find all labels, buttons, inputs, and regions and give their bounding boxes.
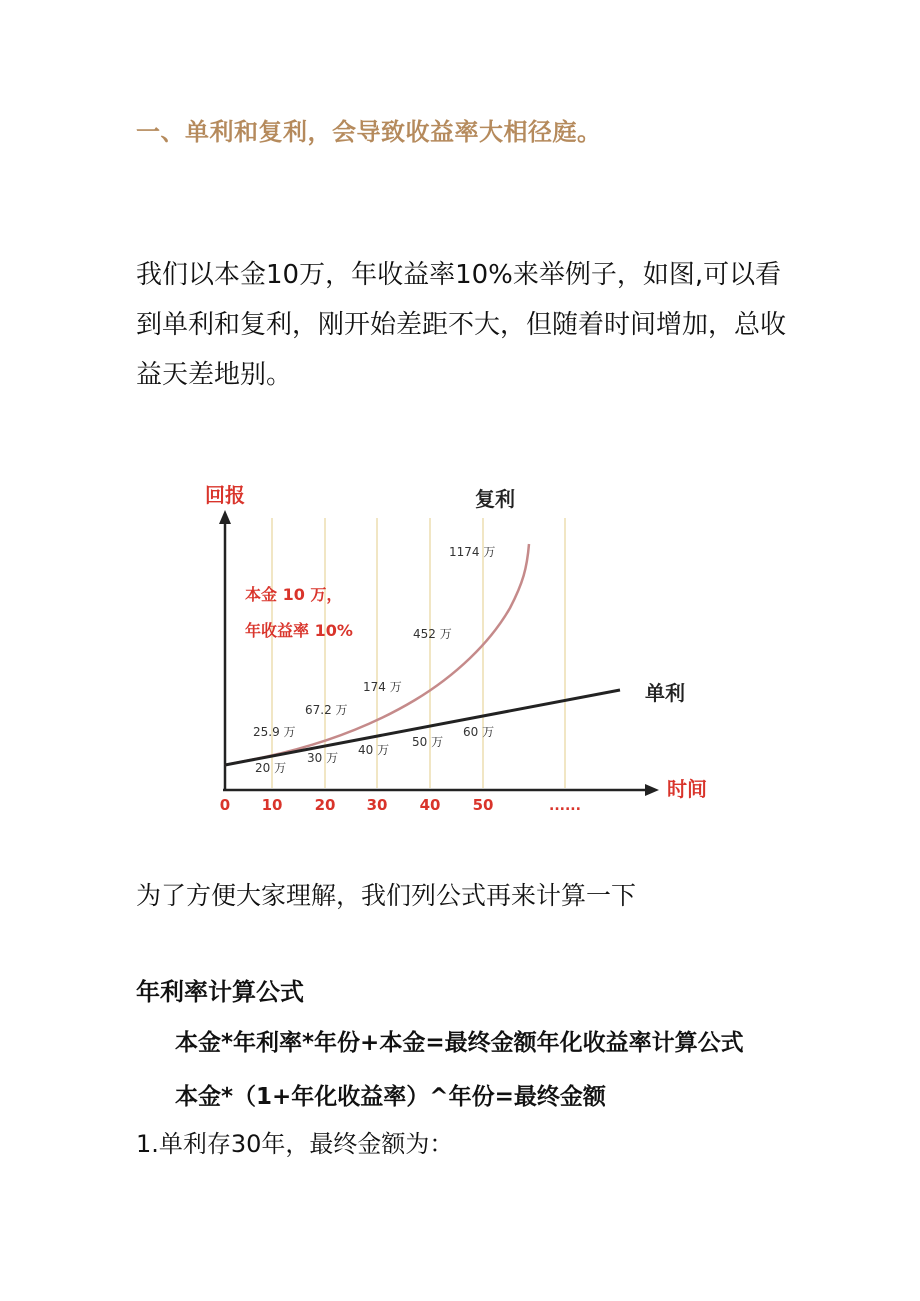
x-axis-label: 时间: [667, 777, 707, 801]
point-labels: [253, 545, 495, 775]
x-axis-arrow: [645, 784, 659, 796]
simple-point-label: 30 万: [307, 751, 339, 765]
x-tick-label: 20: [314, 796, 336, 814]
compound-point-label: 25.9 万: [253, 725, 296, 739]
compound-interest-formula: 本金*（1+年化收益率）^年份=最终金额: [175, 1084, 606, 1110]
x-tick-label: 30: [366, 796, 388, 814]
chart-annotation-rate: 年收益率 10%: [245, 621, 353, 640]
simple-interest-label: 单利: [645, 681, 685, 705]
compound-point-label: 67.2 万: [305, 703, 348, 717]
intro-paragraph: 我们以本金10万，年收益率10%来举例子，如图,可以看到单利和复利，刚开始差距不大，但随着时间增加，总收益天差地别。: [136, 260, 787, 390]
chart-title: 复利: [475, 487, 515, 511]
simple-point-label: 60 万: [463, 725, 495, 739]
chart-annotation-principal: 本金 10 万，: [245, 585, 343, 604]
simple-interest-formula: 本金*年利率*年份+本金=最终金额年化收益率计算公式: [175, 1030, 744, 1056]
x-tick-label: 10: [261, 796, 283, 814]
compound-point-label: 174 万: [363, 680, 402, 694]
formula-intro: 为了方便大家理解，我们列公式再来计算一下: [136, 881, 637, 910]
list-item: 1.单利存30年，最终金额为：: [136, 1130, 454, 1158]
section-heading: 一、单利和复利，会导致收益率大相径庭。: [136, 118, 602, 146]
interest-chart: [205, 478, 720, 818]
x-tick-label: 50: [472, 796, 494, 814]
y-axis-label: 回报: [205, 483, 245, 507]
y-axis-arrow: [219, 510, 231, 524]
simple-point-label: 40 万: [358, 743, 390, 757]
x-tick-label: ......: [549, 798, 581, 814]
x-tick-label: 40: [419, 796, 441, 814]
compound-point-label: 452 万: [413, 627, 452, 641]
simple-point-label: 20 万: [255, 761, 287, 775]
compound-point-label: 1174 万: [449, 545, 496, 559]
x-tick-label: 0: [219, 796, 231, 814]
simple-point-label: 50 万: [412, 735, 444, 749]
formula-subheading: 年利率计算公式: [136, 978, 304, 1006]
x-tick-labels: [220, 796, 581, 814]
